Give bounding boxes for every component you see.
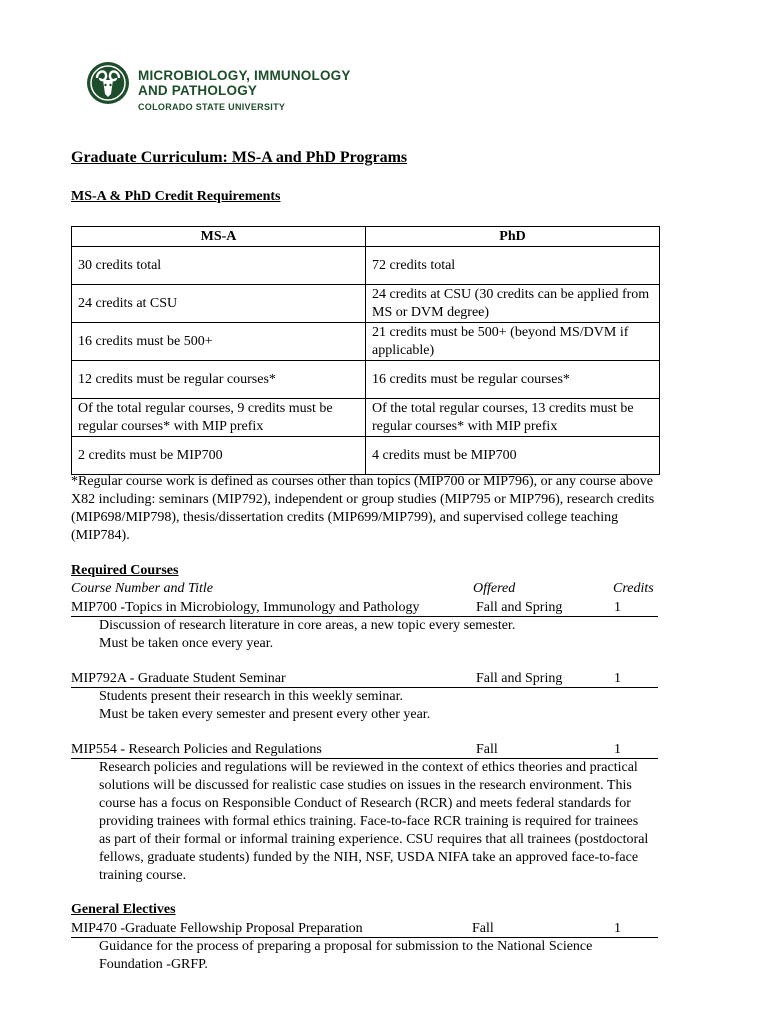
course-offered: Fall — [472, 921, 494, 936]
page-title: Graduate Curriculum: MS-A and PhD Programs — [71, 149, 408, 166]
course-row-mip470 — [71, 920, 658, 938]
table-cell-phd: 24 credits at CSU (30 credits can be applied from MS or DVM degree) — [366, 285, 660, 323]
general-electives-heading: General Electives — [71, 902, 176, 917]
description-line: Foundation -GRFP. — [99, 957, 208, 972]
description-line: training course. — [99, 868, 187, 883]
description-line: course has a focus on Responsible Conduct of Research (RCR) and meets federal standards for — [99, 796, 631, 811]
table-row — [72, 361, 660, 399]
course-description-mip700 — [99, 617, 694, 653]
description-line: solutions will be discussed for realistic case studies on issues in the research environment. This — [99, 778, 632, 793]
description-line: fellows, graduate students) funded by the NIH, NSF, USDA NIFA take an approved face-to-face — [99, 850, 639, 865]
table-row — [72, 437, 660, 475]
table-cell-msa: 24 credits at CSU — [72, 285, 366, 323]
table-cell-phd: 21 credits must be 500+ (beyond MS/DVM if applicable) — [366, 323, 660, 361]
table-cell-phd: 16 credits must be regular courses* — [366, 361, 660, 399]
course-description-mip554 — [99, 759, 694, 885]
description-line: Discussion of research literature in core areas, a new topic every semester. — [99, 618, 516, 633]
table-cell-msa: Of the total regular courses, 9 credits must be regular courses* with MIP prefix — [72, 399, 366, 437]
table-row — [72, 399, 660, 437]
description-line: Must be taken every semester and present every other year. — [99, 707, 431, 722]
table-header-row — [72, 227, 660, 247]
table-cell-msa: 16 credits must be 500+ — [72, 323, 366, 361]
credit-requirements-table — [71, 226, 660, 475]
column-label-offered: Offered — [473, 581, 516, 596]
credit-requirements-heading: MS-A & PhD Credit Requirements — [71, 189, 281, 204]
course-credits: 1 — [614, 921, 621, 936]
course-credits: 1 — [614, 671, 621, 686]
table-cell-phd: 72 credits total — [366, 247, 660, 285]
course-row-mip792a — [71, 670, 658, 688]
column-header-msa: MS-A — [72, 227, 366, 247]
description-line: Research policies and regulations will be reviewed in the context of ethics theories and practical — [99, 760, 638, 775]
description-line: Guidance for the process of preparing a proposal for submission to the National Science — [99, 939, 593, 954]
course-description-mip792a — [99, 688, 694, 724]
table-row — [72, 247, 660, 285]
logo-university: COLORADO STATE UNIVERSITY — [138, 102, 286, 112]
required-courses-heading: Required Courses — [71, 563, 179, 578]
course-title: MIP792A - Graduate Student Seminar — [71, 671, 286, 686]
logo-line-1: MICROBIOLOGY, IMMUNOLOGY — [138, 68, 351, 83]
course-credits: 1 — [614, 600, 621, 615]
regular-coursework-footnote: *Regular course work is defined as courses other than topics (MIP700 or MIP796), or any course above X82 including: seminars (MIP792), independent or group studies (MIP795 or MIP796), research credits (MIP698/MIP798), thesis/dissertation credits (MIP699/MIP799), and supervised college teaching (MIP784). — [71, 474, 655, 543]
course-row-mip554 — [71, 741, 658, 759]
course-credits: 1 — [614, 742, 621, 757]
course-title: MIP554 - Research Policies and Regulations — [71, 742, 322, 757]
description-line: Students present their research in this weekly seminar. — [99, 689, 404, 704]
course-title: MIP470 -Graduate Fellowship Proposal Preparation — [71, 921, 363, 936]
table-row — [72, 285, 660, 323]
table-row — [72, 323, 660, 361]
column-label-credits: Credits — [613, 581, 654, 596]
course-title: MIP700 -Topics in Microbiology, Immunology and Pathology — [71, 600, 420, 615]
description-line: providing trainees with formal ethics training. Face-to-face RCR training is required for trainees — [99, 814, 639, 829]
course-offered: Fall and Spring — [476, 600, 563, 615]
course-offered: Fall and Spring — [476, 671, 563, 686]
column-label-course: Course Number and Title — [71, 581, 213, 596]
department-logo — [86, 61, 386, 121]
ram-head-icon — [86, 61, 130, 105]
column-header-phd: PhD — [366, 227, 660, 247]
course-row-mip700 — [71, 599, 658, 617]
table-cell-msa: 30 credits total — [72, 247, 366, 285]
table-cell-phd: 4 credits must be MIP700 — [366, 437, 660, 475]
table-cell-msa: 12 credits must be regular courses* — [72, 361, 366, 399]
description-line: as part of their formal or informal training experience. CSU requires that all trainees (postdoctoral — [99, 832, 649, 847]
logo-line-2: AND PATHOLOGY — [138, 83, 258, 98]
table-cell-msa: 2 credits must be MIP700 — [72, 437, 366, 475]
description-line: Must be taken once every year. — [99, 636, 274, 651]
course-description-mip470 — [99, 938, 694, 974]
table-cell-phd: Of the total regular courses, 13 credits must be regular courses* with MIP prefix — [366, 399, 660, 437]
course-offered: Fall — [476, 742, 498, 757]
